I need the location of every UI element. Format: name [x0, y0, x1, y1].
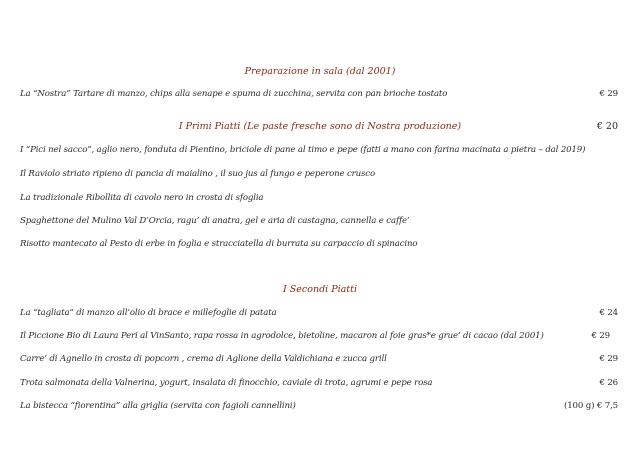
section-price: € 20 [596, 121, 618, 132]
section-heading-antipasti [0, 66, 640, 77]
section-heading-primi [0, 121, 640, 132]
dish-name: Carre’ di Agnello in crosta di popcorn , crema di Aglione della Valdichiana e zucca grill [20, 354, 387, 364]
menu-item [20, 238, 618, 250]
dish-name: Risotto mantecato al Pesto di erbe in foglia e stracciatella di burrata su carpaccio di spinacino [20, 239, 418, 249]
section-title: Preparazione in sala (dal 2001) [244, 66, 396, 77]
menu-item [20, 400, 618, 412]
dish-price: (100 g) € 7,5 [564, 401, 618, 411]
dish-name: Il Raviolo striato ripieno di pancia di maialino , il suo jus al fungo e peperone crusco [20, 169, 375, 179]
menu-item [20, 88, 618, 100]
dish-name: La “Nostra” Tartare di manzo, chips alla senape e spuma di zucchina, servita con pan brioche tostato [20, 89, 448, 99]
dish-price: € 26 [599, 378, 618, 388]
menu-item [20, 144, 618, 156]
dish-name: I “Pici nel sacco”, aglio nero, fonduta di Pientino, briciole di pane al timo e pepe (fatti a mano con farina macinata a pietra – dal 2019) [20, 145, 586, 155]
menu-item [20, 168, 618, 180]
dish-price: € 29 [599, 354, 618, 364]
dish-price: € 29 [591, 331, 610, 341]
dish-name: Il Piccione Bio di Laura Peri al VinSanto, rapa rossa in agrodolce, bietoline, macaron al foie gras*e grue’ di cacao (dal 2001) [20, 331, 544, 341]
dish-name: La “tagliata” di manzo all’olio di brace e millefoglie di patata [20, 308, 277, 318]
section-title: I Primi Piatti (Le paste fresche sono di Nostra produzione) [178, 121, 462, 132]
menu-item [20, 215, 618, 227]
dish-name: La bistecca “fiorentina” alla griglia (servita con fagioli cannellini) [20, 401, 296, 411]
menu-item [20, 330, 618, 342]
section-title: I Secondi Piatti [283, 284, 357, 295]
dish-name: Trota salmonata della Valnerina, yogurt, insalata di finocchio, caviale di trota, agrumi e pepe rosa [20, 378, 433, 388]
dish-price: € 24 [599, 308, 618, 318]
dish-name: Spaghettone del Mulino Val D’Orcia, ragu’ di anatra, gel e aria di castagna, cannella e caffe’ [20, 216, 410, 226]
menu-item [20, 377, 618, 389]
menu-item [20, 307, 618, 319]
dish-name: La tradizionale Ribollita di cavolo nero in crosta di sfoglia [20, 193, 264, 203]
section-heading-secondi [0, 284, 640, 295]
menu-item [20, 192, 618, 204]
menu-item [20, 353, 618, 365]
dish-price: € 29 [599, 89, 618, 99]
